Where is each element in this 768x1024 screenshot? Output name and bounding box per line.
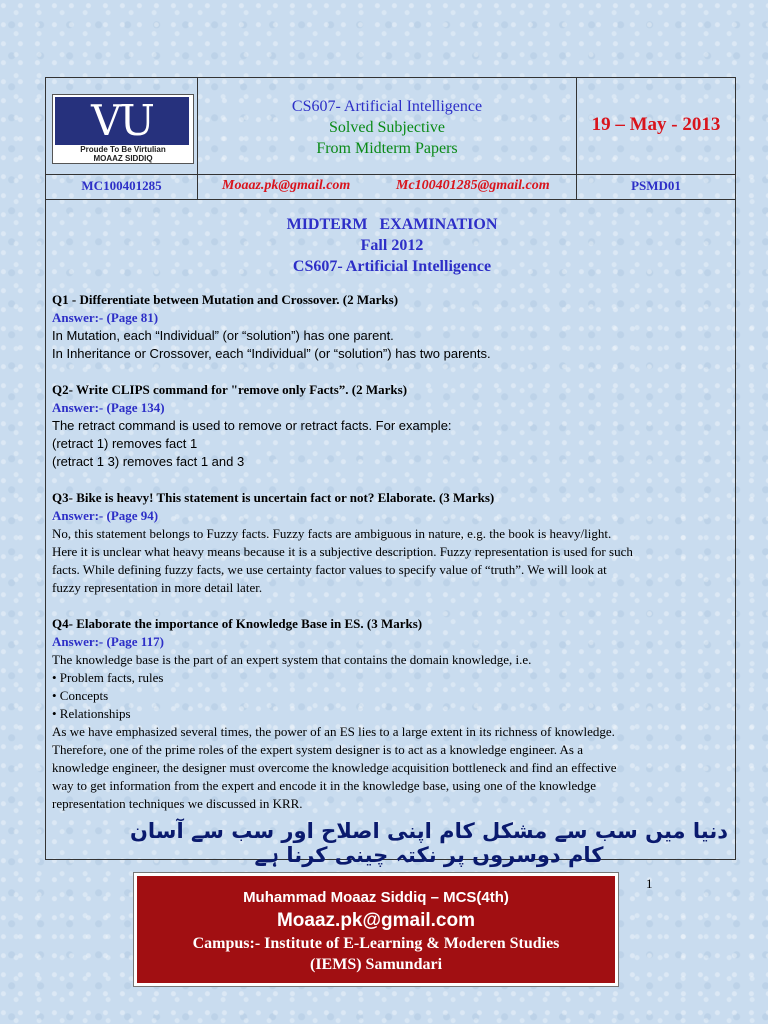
date-cell bbox=[577, 78, 735, 174]
question-title: Q3- Bike is heavy! This statement is uncertain fact or not? Elaborate. (3 Marks) bbox=[52, 490, 495, 505]
answer-line: As we have emphasized several times, the power of an ES lies to a large extent in its richness of knowledge. bbox=[52, 724, 615, 739]
vu-logo bbox=[52, 94, 194, 164]
course-title: CS607- Artificial Intelligence bbox=[291, 98, 483, 115]
question-block bbox=[52, 291, 732, 363]
bullet-item: • Relationships bbox=[52, 706, 131, 721]
answer-line: No, this statement belongs to Fuzzy facts. Fuzzy facts are ambiguous in nature, e.g. the book is heavy/light. bbox=[52, 526, 612, 541]
page-number: 1 bbox=[646, 876, 653, 891]
info-row bbox=[46, 175, 735, 200]
question-block bbox=[52, 615, 732, 813]
title-cell bbox=[198, 78, 577, 174]
author-name: Muhammad Moaaz Siddiq – MCS(4th) bbox=[243, 889, 509, 906]
answer-label: Answer:- (Page 81) bbox=[52, 310, 159, 325]
email-link-2[interactable]: Mc100401285@gmail.com bbox=[396, 178, 550, 193]
exam-course: CS607- Artificial Intelligence bbox=[292, 258, 492, 275]
exam-title: MIDTERM EXAMINATION bbox=[286, 216, 498, 233]
logo-cell bbox=[46, 78, 198, 174]
student-id: MC100401285 bbox=[46, 175, 198, 199]
answer-line: knowledge engineer, the designer must overcome the knowledge acquisition bottleneck and find an effective bbox=[52, 760, 617, 775]
exam-term: Fall 2012 bbox=[360, 237, 424, 254]
campus-location: (IEMS) Samundari bbox=[309, 956, 443, 973]
logo-author: MOAAZ SIDDIQ bbox=[93, 154, 153, 163]
header-table bbox=[46, 78, 735, 175]
question-block bbox=[52, 381, 732, 471]
answer-label: Answer:- (Page 94) bbox=[52, 508, 159, 523]
bullet-item: • Concepts bbox=[52, 688, 109, 703]
question-title: Q2- Write CLIPS command for "remove only Facts”. (2 Marks) bbox=[52, 382, 408, 397]
exam-heading bbox=[52, 214, 732, 277]
question-title: Q4- Elaborate the importance of Knowledge Base in ES. (3 Marks) bbox=[52, 616, 423, 631]
exam-content bbox=[52, 214, 732, 813]
author-email[interactable]: Moaaz.pk@gmail.com bbox=[276, 910, 475, 931]
campus-name: Campus:- Institute of E-Learning & Moderen Studies bbox=[192, 935, 560, 952]
email-cell bbox=[198, 175, 577, 199]
answer-line: The retract command is used to remove or retract facts. For example: bbox=[52, 418, 452, 433]
question-block bbox=[52, 489, 732, 597]
logo-mark: VU bbox=[55, 97, 189, 145]
answer-line: (retract 1 3) removes fact 1 and 3 bbox=[52, 454, 245, 469]
answer-label: Answer:- (Page 134) bbox=[52, 400, 165, 415]
answer-line: (retract 1) removes fact 1 bbox=[52, 436, 198, 451]
answer-label: Answer:- (Page 117) bbox=[52, 634, 164, 649]
email-link-1[interactable]: Moaaz.pk@gmail.com bbox=[222, 178, 351, 193]
answer-line: In Mutation, each “Individual” (or “solution”) has one parent. bbox=[52, 328, 394, 343]
date: 19 – May - 2013 bbox=[591, 114, 721, 135]
answer-line: Here it is unclear what heavy means because it is a subjective description. Fuzzy representation is used for such bbox=[52, 544, 633, 559]
question-title: Q1 - Differentiate between Mutation and Crossover. (2 Marks) bbox=[52, 292, 399, 307]
paper-code: PSMD01 bbox=[631, 178, 681, 193]
urdu-quote: دنیا میں سب سے مشکل کام اپنی اصلاح اور سب سے آسان کام دوسروں پر نکتہ چینی کرنا ہے bbox=[130, 819, 728, 867]
answer-line: Therefore, one of the prime roles of the expert system designer is to act as a knowledge engineer. As a bbox=[52, 742, 584, 757]
subtitle-solved: Solved Subjective bbox=[329, 119, 445, 136]
subtitle-source: From Midterm Papers bbox=[316, 140, 458, 157]
answer-line: representation techniques we discussed in KRR. bbox=[52, 796, 303, 811]
answer-line: facts. While defining fuzzy facts, we use certainty factor values to specify value of “truth”. We will look at bbox=[52, 562, 607, 577]
author-footer-banner bbox=[134, 873, 618, 986]
answer-line: The knowledge base is the part of an expert system that contains the domain knowledge, i.e. bbox=[52, 652, 532, 667]
answer-line: In Inheritance or Crossover, each “Individual” (or “solution”) has two parents. bbox=[52, 346, 491, 361]
logo-tagline: Proude To Be Virtulian bbox=[80, 145, 166, 154]
answer-line: way to get information from the expert and encode it in the knowledge base, using one of the knowledge bbox=[52, 778, 597, 793]
document-frame bbox=[45, 77, 736, 867]
answer-line: fuzzy representation in more detail later. bbox=[52, 580, 263, 595]
bullet-item: • Problem facts, rules bbox=[52, 670, 164, 685]
